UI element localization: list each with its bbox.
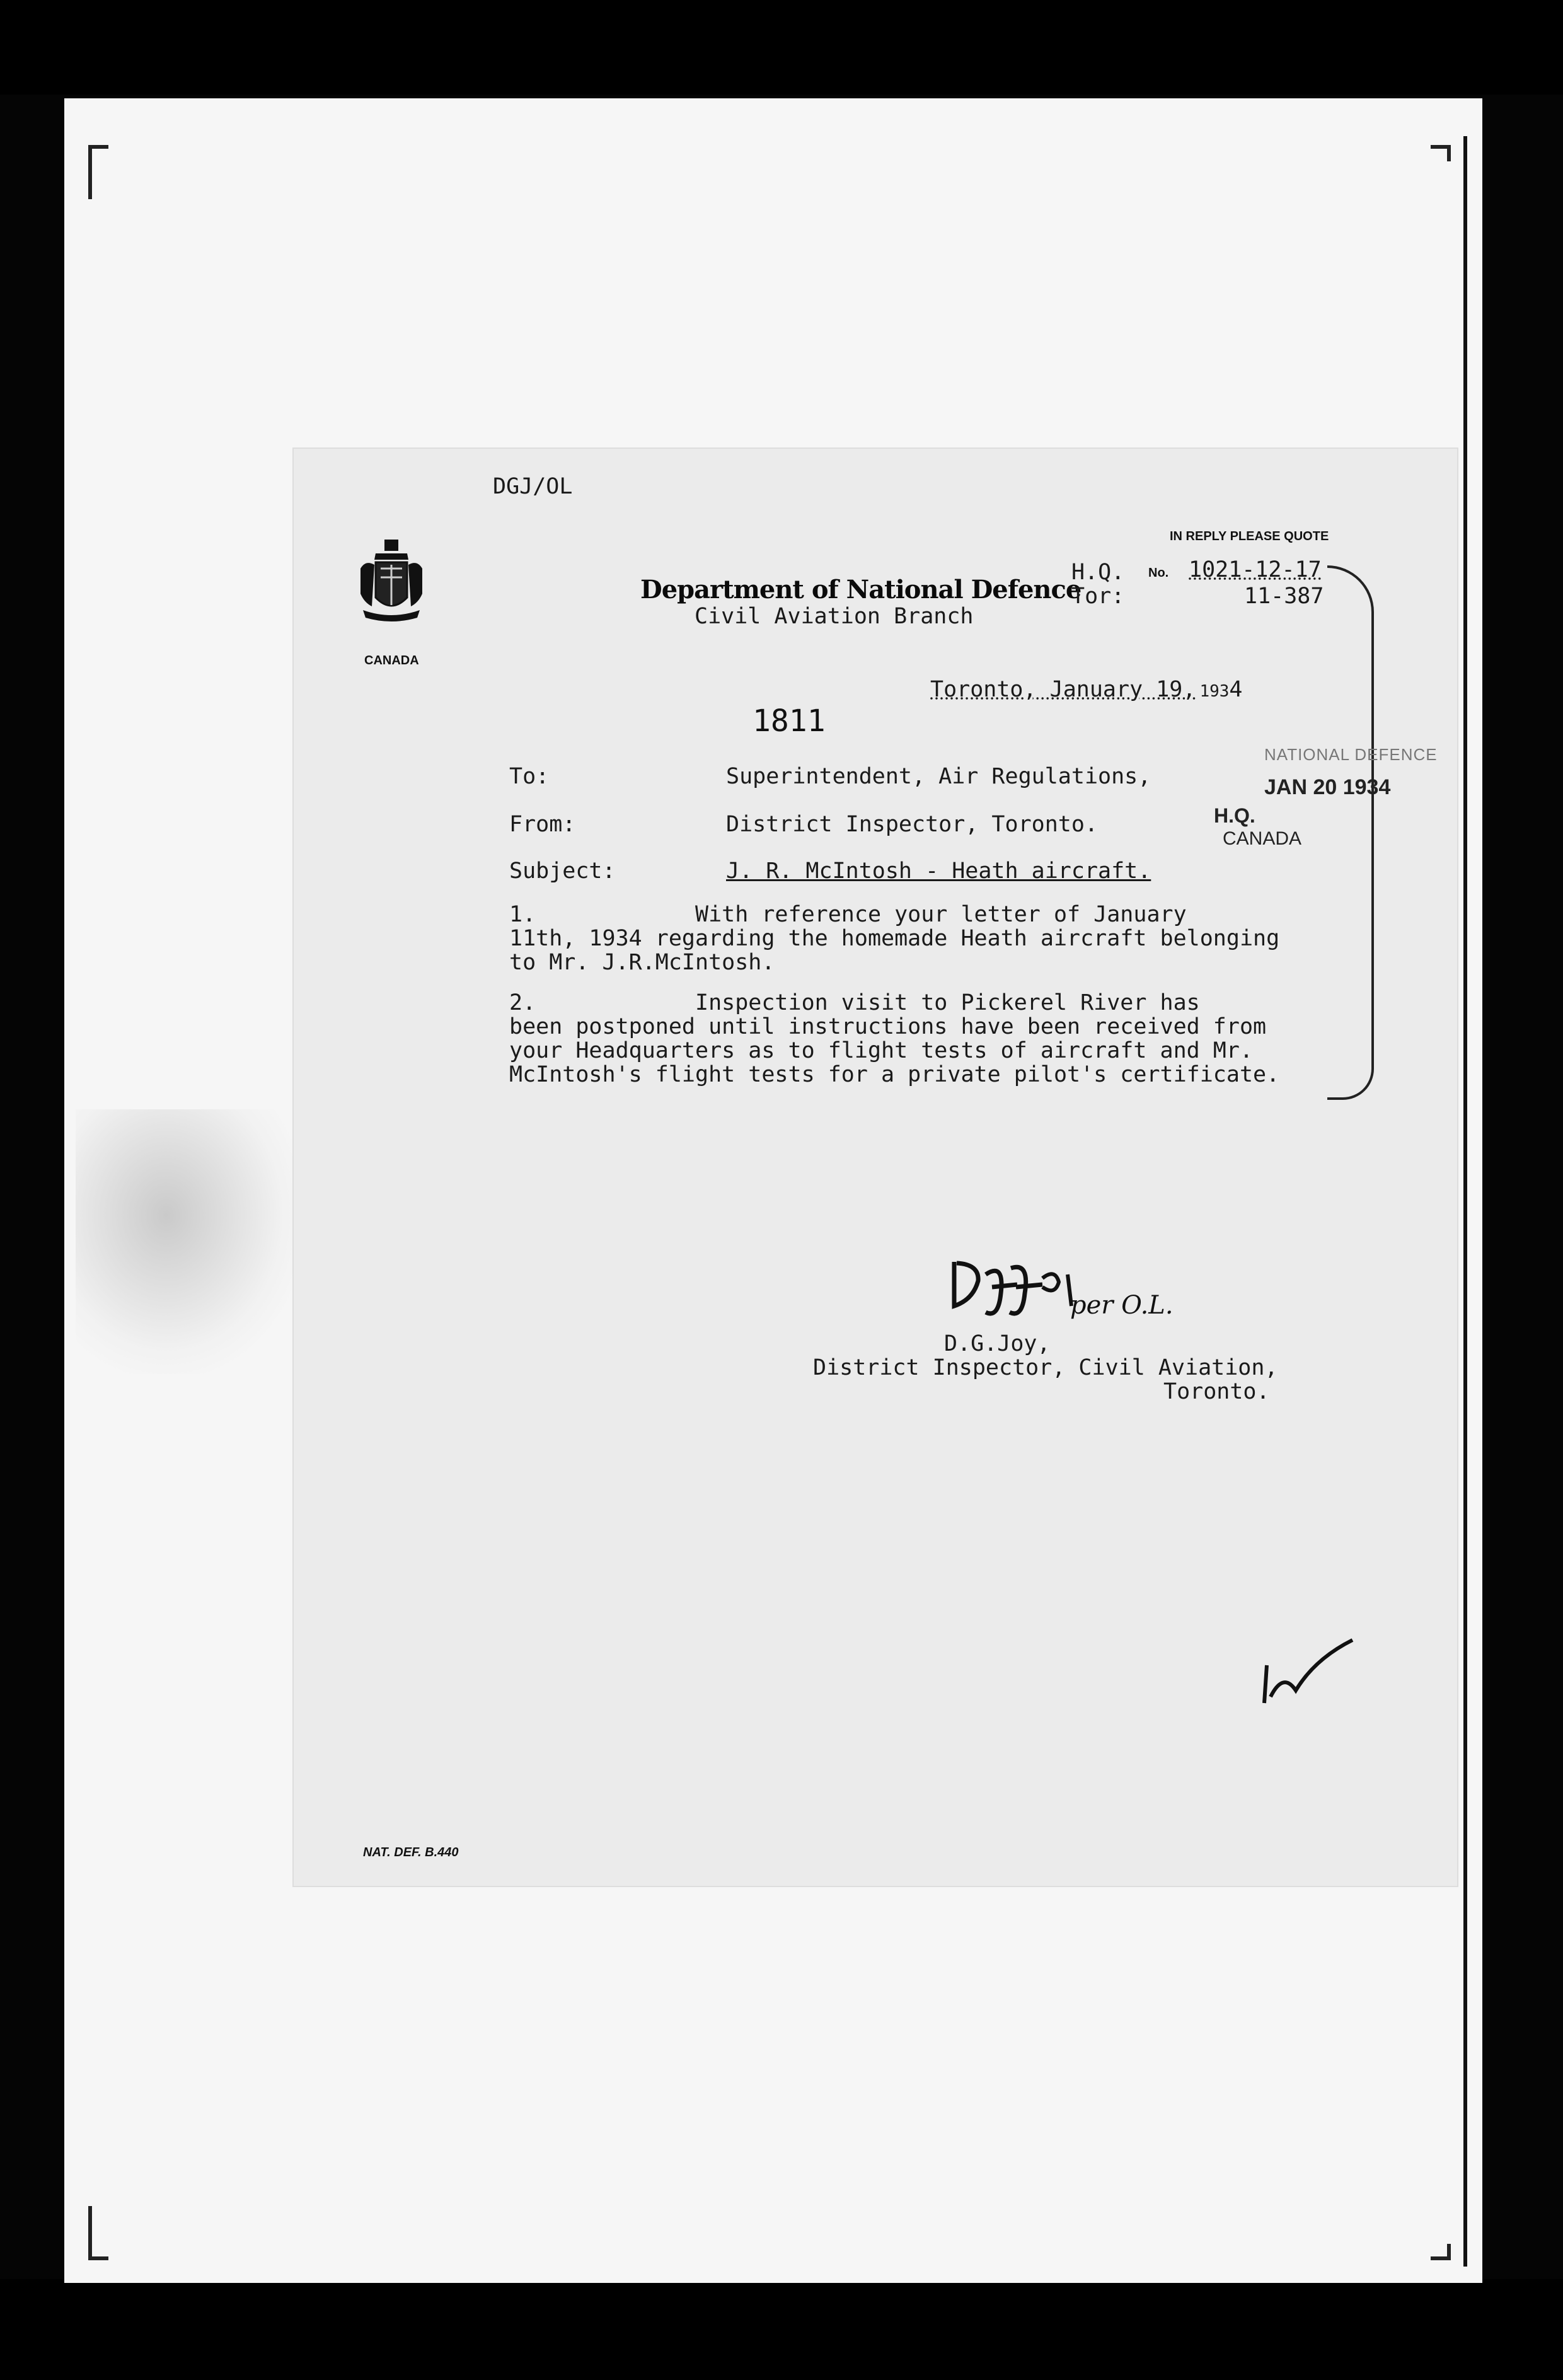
- reference-code: DGJ/OL: [493, 474, 573, 499]
- from-label: From:: [509, 812, 576, 837]
- reply-quote-label: IN REPLY PLEASE QUOTE: [1170, 529, 1329, 543]
- toronto-label: Tor:: [1071, 584, 1125, 609]
- coat-of-arms-icon: [357, 537, 426, 625]
- number-label: No.: [1148, 566, 1169, 580]
- stamp-line-1: NATIONAL DEFENCE: [1264, 745, 1438, 764]
- crest-label: CANADA: [364, 654, 419, 667]
- stamp-line-3: H.Q.: [1214, 804, 1255, 827]
- branch-name: Civil Aviation Branch: [695, 604, 974, 629]
- department-name: Department of National Defence: [640, 575, 1081, 604]
- paragraph-1: 1. With reference your letter of January 11th, 1934 regarding the homemade Heath aircraft belonging to Mr. J.R.McIntosh.: [509, 902, 1280, 975]
- hq-file-number: 1021-12-17: [1189, 557, 1322, 582]
- stamp-line-4: CANADA: [1223, 828, 1302, 849]
- date-year-suffix: 4: [1229, 677, 1243, 702]
- signer-title: District Inspector, Civil Aviation,: [813, 1355, 1278, 1380]
- paragraph-2: 2. Inspection visit to Pickerel River has been postponed until instructions have been received from your Headquarters as to flight tests of aircraft and Mr. McIntosh's flight tests for a private pilot's certificate.: [509, 990, 1280, 1087]
- to-value: Superintendent, Air Regulations,: [726, 764, 1151, 789]
- to-label: To:: [509, 764, 550, 789]
- handwritten-margin-mark: [1258, 1634, 1359, 1709]
- subject-label: Subject:: [509, 858, 616, 884]
- smudge-mark: [76, 1109, 303, 1374]
- crop-mark-bottom-right: [1431, 2244, 1451, 2260]
- received-stamp: [1214, 745, 1453, 858]
- film-border-bottom: [0, 2279, 1563, 2380]
- backing-edge: [1463, 136, 1467, 2267]
- film-border-top: [0, 0, 1563, 95]
- signer-city: Toronto.: [1163, 1379, 1270, 1404]
- signature-initials: per O.L.: [1070, 1291, 1174, 1320]
- stamp-date: JAN 20 1934: [1264, 775, 1391, 799]
- crop-mark-top-right: [1431, 145, 1451, 161]
- date-year-prefix: 193: [1199, 682, 1230, 701]
- date-place: Toronto, January 19,: [930, 677, 1196, 702]
- subject-value: J. R. McIntosh - Heath aircraft.: [726, 858, 1151, 884]
- form-number: NAT. DEF. B.440: [363, 1846, 459, 1859]
- date-line: [930, 677, 1242, 702]
- letter-page: [294, 449, 1457, 1886]
- crop-mark-top-left: [88, 145, 108, 199]
- from-value: District Inspector, Toronto.: [726, 812, 1099, 837]
- file-number: 1811: [753, 703, 826, 739]
- hq-label: H.Q.: [1071, 560, 1125, 585]
- crop-mark-bottom-left: [88, 2206, 108, 2260]
- signer-name: D.G.Joy,: [944, 1331, 1051, 1356]
- toronto-file-number: 11-387: [1244, 584, 1324, 609]
